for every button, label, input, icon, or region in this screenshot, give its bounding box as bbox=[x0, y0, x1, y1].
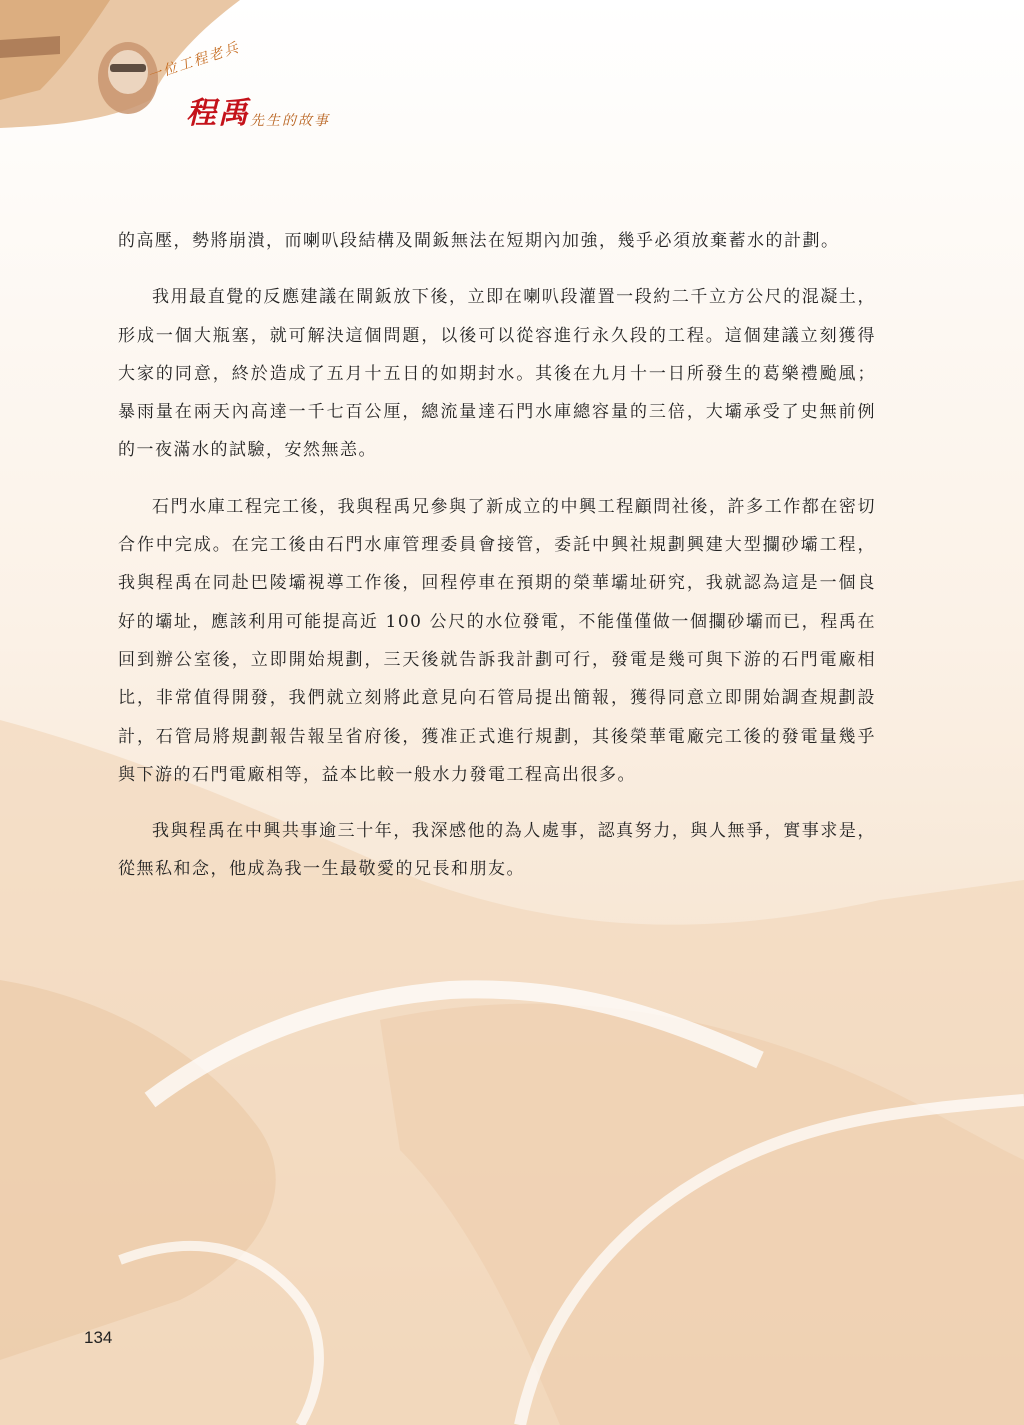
page-body-text bbox=[118, 222, 876, 907]
paragraph: 我與程禹在中興共事逾三十年，我深感他的為人處事，認真努力，與人無爭，實事求是，從無私和念，他成為我一生最敬愛的兄長和朋友。 bbox=[118, 821, 876, 880]
book-subtitle: 先生的故事 bbox=[250, 113, 330, 129]
book-series-title: 一位工程老兵 bbox=[145, 39, 243, 85]
page-number: 134 bbox=[84, 1328, 113, 1347]
book-header bbox=[0, 0, 360, 140]
paragraph: 的高壓，勢將崩潰，而喇叭段結構及閘鈑無法在短期內加強，幾乎必須放棄蓄水的計劃。 bbox=[118, 231, 840, 251]
paragraph: 我用最直覺的反應建議在閘鈑放下後，立即在喇叭段灌置一段約二千立方公尺的混凝土，形成一個大瓶塞，就可解決這個問題，以後可以從容進行永久段的工程。這個建議立刻獲得大家的同意，終於造成了五月十五日的如期封水。其後在九月十一日所發生的葛樂禮颱風；暴雨量在兩天內高達一千七百公厘，總流量達石門水庫總容量的三倍，大壩承受了史無前例的一夜滿水的試驗，安然無恙。 bbox=[118, 287, 876, 461]
paragraph: 石門水庫工程完工後，我與程禹兄參與了新成立的中興工程顧問社後，許多工作都在密切合作中完成。在完工後由石門水庫管理委員會接管，委託中興社規劃興建大型攔砂壩工程，我與程禹在同赴巴陵壩視導工作後，回程停車在預期的榮華壩址研究，我就認為這是一個良好的壩址，應該利用可能提高近 100 公尺的水位發電，不能僅僅做一個攔砂壩而已，程禹在回到辦公室後，立即開始規劃，三天後就告訴我計劃可行，發電是幾可與下游的石門電廠相比，非常值得開發，我們就立刻將此意見向石管局提出簡報，獲得同意立即開始調查規劃設計，石管局將規劃報告報呈省府後，獲准正式進行規劃，其後榮華電廠完工後的發電量幾乎與下游的石門電廠相等，益本比較一般水力發電工程高出很多。 bbox=[118, 496, 876, 785]
book-subject-name: 程禹 bbox=[186, 96, 250, 131]
